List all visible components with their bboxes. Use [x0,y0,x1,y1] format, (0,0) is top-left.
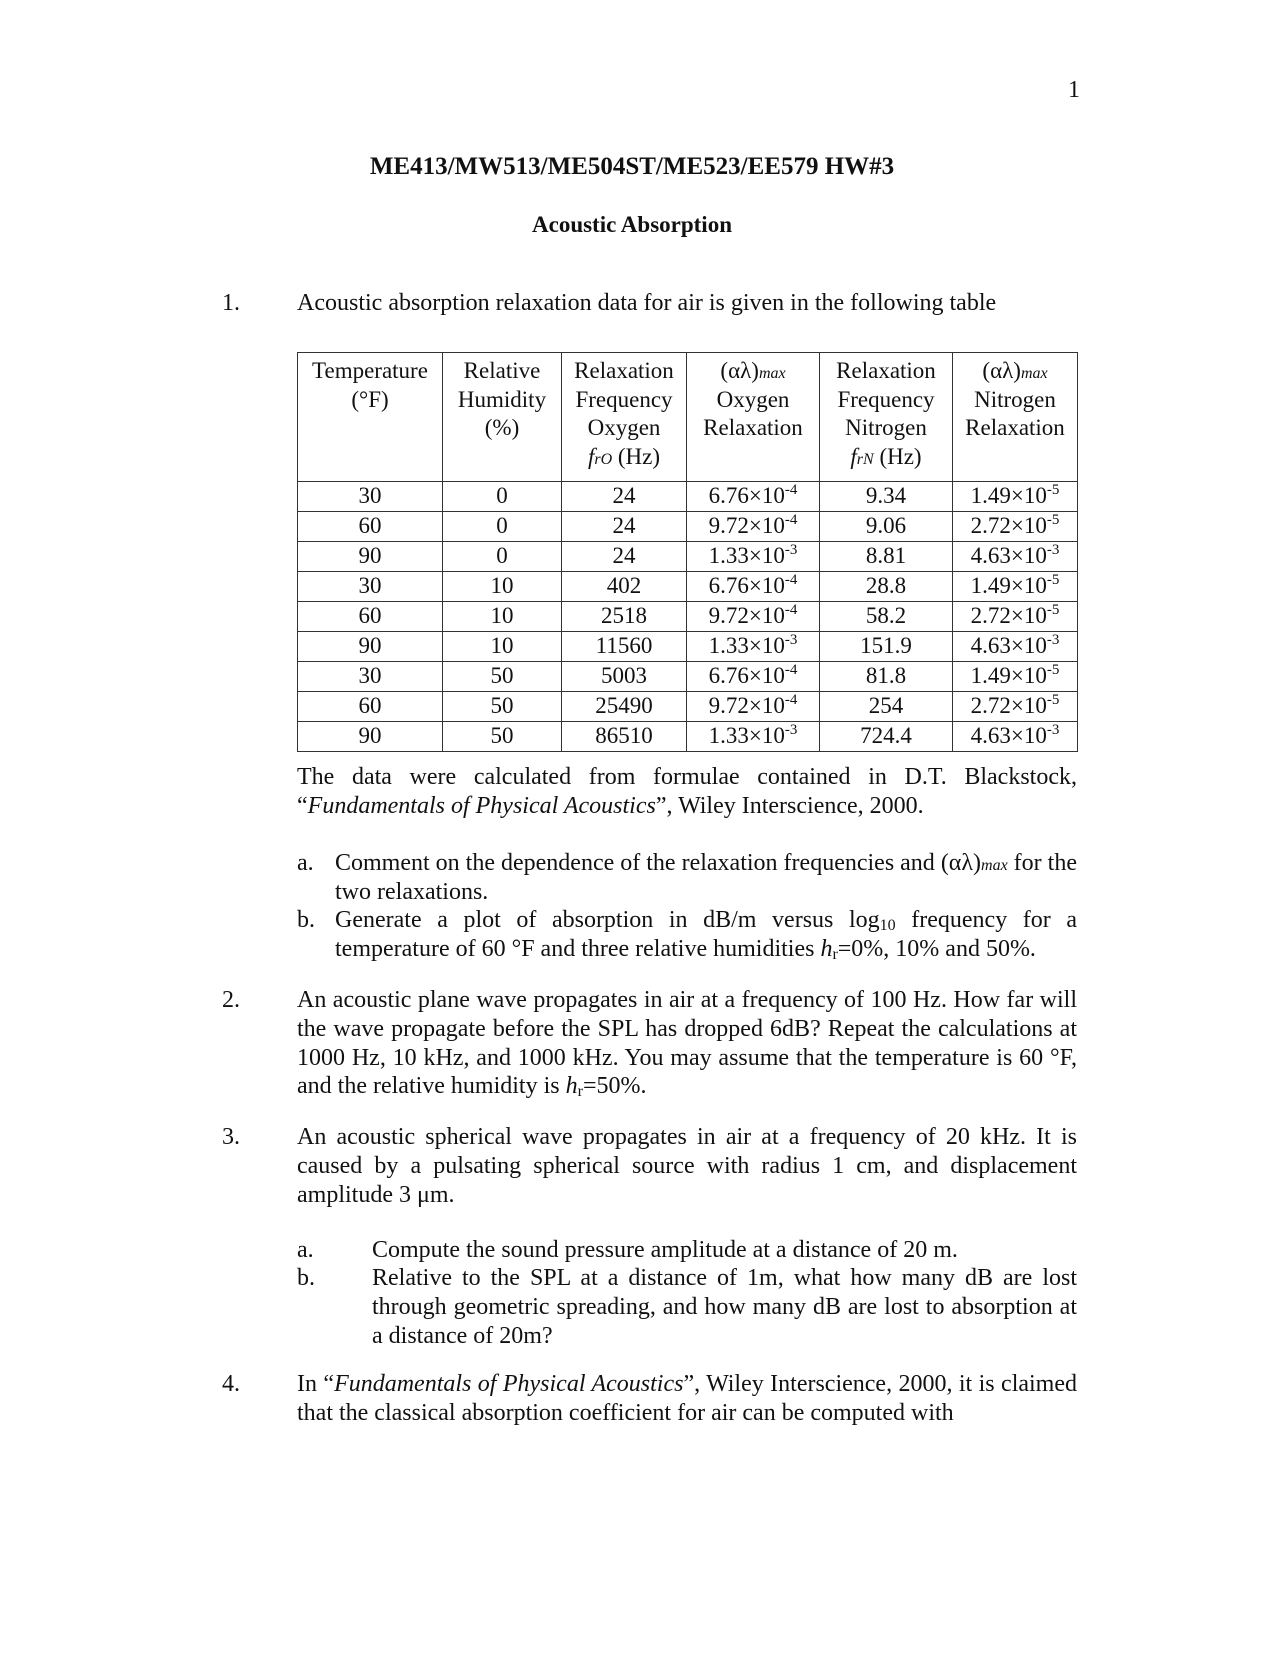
table-row [298,632,1078,662]
cell-nitrogen-alpha-lambda: $2.72\times 10^{-5}$ [953,512,1078,542]
cell-temperature: 30 [298,662,443,692]
cell-oxygen-alpha-lambda: $6.76\times 10^{-4}$ [687,572,820,602]
cell-oxygen-frequency: 5003 [562,662,687,692]
cell-humidity: 10 [443,602,562,632]
cell-oxygen-alpha-lambda: $6.76\times 10^{-4}$ [687,662,820,692]
table-row [298,482,1078,512]
cell-oxygen-frequency: 24 [562,542,687,572]
cell-temperature: 90 [298,632,443,662]
cell-oxygen-frequency: 2518 [562,602,687,632]
header-nitrogen-frequency: Relaxation Frequency Nitrogen frN (Hz) [820,353,953,482]
table-row [298,692,1078,722]
question-1b-text: Generate a plot of absorption in dB/m versus log10 frequency for a temperature of 60 °F and three relative humidities hr=0%, 10% and 50%. [335,907,1078,963]
question-1a-text: Comment on the dependence of the relaxation frequencies and (αλ)max for the two relaxations. [335,850,1077,905]
question-2-number: 2. [222,987,240,1013]
cell-humidity: 10 [443,572,562,602]
cell-oxygen-alpha-lambda: $1.33\times 10^{-3}$ [687,632,820,662]
header-temperature: Temperature (°F) [298,353,443,482]
cell-humidity: 0 [443,482,562,512]
question-3a-text: Compute the sound pressure amplitude at a distance of 20 m. [372,1237,958,1263]
header-oxygen-alpha-lambda: (αλ)max Oxygen Relaxation [687,353,820,482]
question-3b-label: b. [297,1265,315,1291]
table-row [298,572,1078,602]
cell-nitrogen-frequency: 151.9 [820,632,953,662]
question-1-intro: Acoustic absorption relaxation data for air is given in the following table [297,290,997,316]
cell-nitrogen-frequency: 9.34 [820,482,953,512]
cell-oxygen-alpha-lambda: $1.33\times 10^{-3}$ [687,722,820,752]
question-3-text: An acoustic spherical wave propagates in air at a frequency of 20 kHz. It is caused by a pulsating spherical source with radius 1 cm, and displacement amplitude 3 μm. [297,1124,1077,1208]
cell-oxygen-frequency: 24 [562,482,687,512]
cell-nitrogen-alpha-lambda: $1.49\times 10^{-5}$ [953,482,1078,512]
table-row [298,602,1078,632]
question-4-text: In “Fundamentals of Physical Acoustics”, Wiley Interscience, 2000, it is claimed that the classical absorption coefficient for air can be computed with [297,1371,1077,1426]
cell-temperature: 60 [298,602,443,632]
question-4-number: 4. [222,1371,240,1397]
question-3a-label: a. [297,1237,314,1263]
cell-oxygen-frequency: 402 [562,572,687,602]
cell-temperature: 90 [298,722,443,752]
cell-oxygen-frequency: 24 [562,512,687,542]
cell-nitrogen-frequency: 28.8 [820,572,953,602]
question-3b-text: Relative to the SPL at a distance of 1m, what how many dB are lost through geometric spreading, and how many dB are lost to absorption at a distance of 20m? [372,1265,1077,1349]
cell-nitrogen-alpha-lambda: $4.63\times 10^{-3}$ [953,632,1078,662]
cell-nitrogen-alpha-lambda: $2.72\times 10^{-5}$ [953,602,1078,632]
cell-nitrogen-alpha-lambda: $1.49\times 10^{-5}$ [953,572,1078,602]
cell-temperature: 30 [298,482,443,512]
question-1a-label: a. [297,850,314,876]
cell-nitrogen-frequency: 58.2 [820,602,953,632]
cell-nitrogen-alpha-lambda: $1.49\times 10^{-5}$ [953,662,1078,692]
header-nitrogen-alpha-lambda: (αλ)max Nitrogen Relaxation [953,353,1078,482]
cell-nitrogen-alpha-lambda: $4.63\times 10^{-3}$ [953,542,1078,572]
cell-temperature: 90 [298,542,443,572]
cell-humidity: 0 [443,512,562,542]
cell-humidity: 50 [443,662,562,692]
cell-oxygen-frequency: 11560 [562,632,687,662]
page-title: ME413/MW513/ME504ST/ME523/EE579 HW#3 [369,153,895,180]
question-1-number: 1. [222,290,240,316]
page-number: 1 [1068,77,1080,103]
cell-oxygen-frequency: 25490 [562,692,687,722]
cell-nitrogen-frequency: 9.06 [820,512,953,542]
table-row [298,542,1078,572]
cell-humidity: 10 [443,632,562,662]
cell-temperature: 60 [298,512,443,542]
question-1b-label: b. [297,907,315,933]
cell-oxygen-alpha-lambda: $1.33\times 10^{-3}$ [687,542,820,572]
cell-temperature: 30 [298,572,443,602]
cell-oxygen-frequency: 86510 [562,722,687,752]
header-oxygen-frequency: Relaxation Frequency Oxygen frO (Hz) [562,353,687,482]
cell-oxygen-alpha-lambda: $9.72\times 10^{-4}$ [687,692,820,722]
cell-nitrogen-frequency: 8.81 [820,542,953,572]
cell-humidity: 0 [443,542,562,572]
cell-nitrogen-frequency: 81.8 [820,662,953,692]
data-source-note: The data were calculated from formulae contained in D.T. Blackstock, “Fundamentals of Physical Acoustics”, Wiley Interscience, 2000. [297,764,1077,819]
relaxation-data-table [297,352,1078,752]
cell-humidity: 50 [443,722,562,752]
cell-nitrogen-alpha-lambda: $2.72\times 10^{-5}$ [953,692,1078,722]
cell-nitrogen-alpha-lambda: $4.63\times 10^{-3}$ [953,722,1078,752]
question-2-text: An acoustic plane wave propagates in air at a frequency of 100 Hz. How far will the wave propagate before the SPL has dropped 6dB? Repeat the calculations at 1000 Hz, 10 kHz, and 1000 kHz. You may assume that the temperature is 60 °F, and the relative humidity is hr=50%. [297,987,1077,1101]
cell-oxygen-alpha-lambda: $9.72\times 10^{-4}$ [687,602,820,632]
cell-oxygen-alpha-lambda: $9.72\times 10^{-4}$ [687,512,820,542]
cell-nitrogen-frequency: 724.4 [820,722,953,752]
cell-nitrogen-frequency: 254 [820,692,953,722]
table-row [298,512,1078,542]
table-row [298,722,1078,752]
cell-temperature: 60 [298,692,443,722]
table-header-row [298,353,1078,482]
cell-humidity: 50 [443,692,562,722]
page-subtitle: Acoustic Absorption [532,212,732,237]
question-3-number: 3. [222,1124,240,1150]
cell-oxygen-alpha-lambda: $6.76\times 10^{-4}$ [687,482,820,512]
header-relative-humidity: Relative Humidity (%) [443,353,562,482]
table-row [298,662,1078,692]
